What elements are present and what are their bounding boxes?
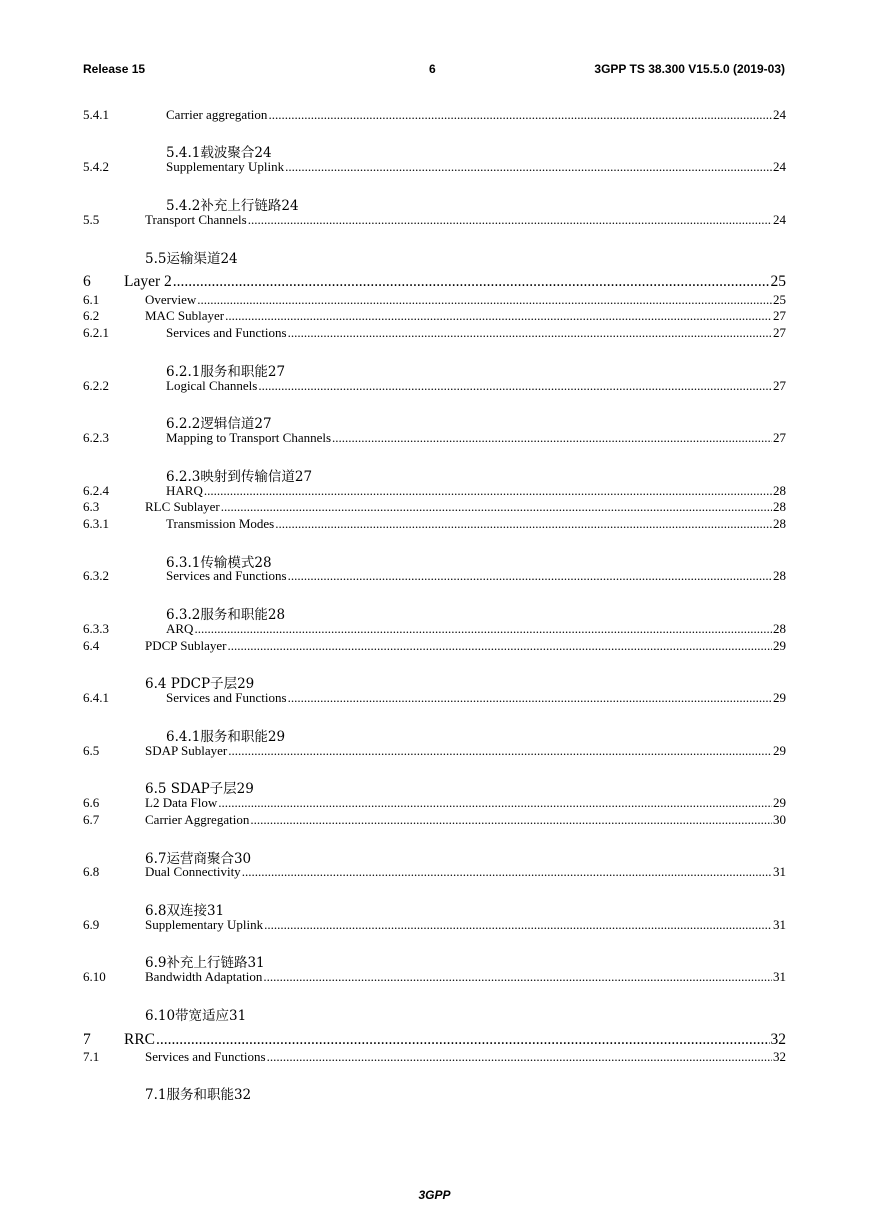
toc-entry-page: 29 [773, 795, 786, 810]
toc-entry-6-4[interactable] [83, 638, 786, 654]
toc-entry-number: 6.2.2 [83, 378, 109, 393]
toc-leader [204, 483, 772, 499]
toc-annotation: 6.5 SDAP子层29 [145, 781, 254, 797]
toc-leader [288, 568, 772, 584]
toc-entry-6-6[interactable] [83, 795, 786, 811]
toc-entry-title: L2 Data Flow [145, 795, 218, 810]
toc-leader [225, 308, 772, 324]
toc-entry-page: 28 [773, 483, 786, 498]
toc-annotation: 6.7运营商聚合30 [145, 851, 252, 867]
toc-entry-6-2-2[interactable] [83, 378, 786, 394]
toc-entry-title: Transmission Modes [166, 516, 275, 531]
toc-entry-6-1[interactable] [83, 292, 786, 308]
toc-entry-page: 31 [773, 864, 786, 879]
toc-entry-5-5[interactable] [83, 212, 786, 228]
toc-leader [248, 212, 772, 228]
toc-entry-6-3-3[interactable] [83, 621, 786, 637]
toc-entry-title: Bandwidth Adaptation [145, 969, 263, 984]
toc-entry-number: 6.3 [83, 499, 100, 514]
toc-annotation: 6.10带宽适应31 [145, 1008, 247, 1024]
toc-entry-page: 32 [773, 1049, 786, 1064]
toc-entry-6-7[interactable] [83, 812, 786, 828]
toc-annotation: 5.4.1载波聚合24 [166, 145, 272, 161]
toc-entry-page: 24 [773, 107, 786, 122]
toc-entry-number: 6.1 [83, 292, 100, 307]
toc-entry-number: 6 [83, 273, 91, 290]
toc-annotation: 6.2.1服务和职能27 [166, 364, 286, 380]
toc-entry-7[interactable] [83, 1031, 786, 1049]
toc-leader [275, 516, 772, 532]
toc-entry-number: 6.2.4 [83, 483, 109, 498]
toc-leader [285, 159, 772, 175]
toc-leader [218, 795, 772, 811]
toc-leader [173, 273, 770, 291]
toc-entry-title: RLC Sublayer [145, 499, 220, 514]
toc-entry-6[interactable] [83, 273, 786, 291]
toc-entry-title: Services and Functions [166, 568, 287, 583]
toc-entry-number: 6.2 [83, 308, 100, 323]
toc-entry-number: 6.7 [83, 812, 100, 827]
toc-entry-number: 6.5 [83, 743, 100, 758]
toc-entry-number: 6.4 [83, 638, 100, 653]
toc-leader [267, 1049, 772, 1065]
toc-leader [264, 917, 772, 933]
toc-entry-6-8[interactable] [83, 864, 786, 880]
toc-leader [156, 1031, 769, 1049]
toc-entry-page: 28 [773, 568, 786, 583]
toc-entry-number: 6.4.1 [83, 690, 109, 705]
toc-entry-title: Logical Channels [166, 378, 258, 393]
toc-entry-6-10[interactable] [83, 969, 786, 985]
toc-annotation: 5.5运输渠道24 [145, 251, 238, 267]
toc-entry-number: 6.3.1 [83, 516, 109, 531]
toc-entry-page: 29 [773, 638, 786, 653]
toc-leader [242, 864, 772, 880]
toc-entry-title: Carrier Aggregation [145, 812, 250, 827]
toc-annotation: 6.3.1传输模式28 [166, 555, 272, 571]
toc-entry-6-4-1[interactable] [83, 690, 786, 706]
toc-entry-page: 28 [773, 516, 786, 531]
toc-annotation: 6.9补充上行链路31 [145, 955, 265, 971]
toc-entry-6-3[interactable] [83, 499, 786, 515]
toc-leader [197, 292, 772, 308]
toc-leader [288, 325, 772, 341]
toc-entry-title: Layer 2 [124, 273, 172, 290]
toc-entry-page: 29 [773, 690, 786, 705]
toc-leader [258, 378, 772, 394]
toc-entry-title: Services and Functions [166, 325, 287, 340]
toc-entry-title: Mapping to Transport Channels [166, 430, 332, 445]
toc-entry-page: 28 [773, 621, 786, 636]
toc-entry-number: 6.2.1 [83, 325, 109, 340]
toc-entry-number: 5.4.1 [83, 107, 109, 122]
toc-entry-page: 31 [773, 917, 786, 932]
toc-entry-number: 6.3.3 [83, 621, 109, 636]
toc-entry-number: 5.5 [83, 212, 100, 227]
header-release: Release 15 [83, 62, 146, 76]
footer-3gpp: 3GPP [418, 1188, 451, 1202]
toc-entry-title: RRC [124, 1031, 156, 1048]
toc-entry-6-5[interactable] [83, 743, 786, 759]
toc-leader [250, 812, 772, 828]
toc-annotation: 6.2.2逻辑信道27 [166, 416, 272, 432]
toc-entry-page: 27 [773, 378, 786, 393]
toc-annotation: 6.2.3映射到传输信道27 [166, 469, 313, 485]
toc-entry-title: Transport Channels [145, 212, 247, 227]
toc-entry-6-2-4[interactable] [83, 483, 786, 499]
toc-entry-title: Services and Functions [166, 690, 287, 705]
toc-entry-number: 6.10 [83, 969, 106, 984]
toc-leader [263, 969, 772, 985]
toc-entry-title: Overview [145, 292, 197, 307]
toc-entry-7-1[interactable] [83, 1049, 786, 1065]
toc-annotation: 7.1服务和职能32 [145, 1087, 252, 1103]
toc-entry-number: 6.9 [83, 917, 100, 932]
toc-entry-number: 6.3.2 [83, 568, 109, 583]
toc-leader [288, 690, 772, 706]
toc-entry-title: MAC Sublayer [145, 308, 225, 323]
toc-entry-page: 24 [773, 159, 786, 174]
toc-leader [268, 107, 772, 123]
toc-entry-page: 32 [770, 1031, 786, 1048]
toc-entry-page: 27 [773, 430, 786, 445]
toc-entry-page: 28 [773, 499, 786, 514]
toc-entry-title: Services and Functions [145, 1049, 266, 1064]
toc-entry-6-2-1[interactable] [83, 325, 786, 341]
toc-entry-title: Carrier aggregation [166, 107, 268, 122]
toc-entry-page: 31 [773, 969, 786, 984]
toc-entry-page: 30 [773, 812, 786, 827]
toc-entry-title: ARQ [166, 621, 194, 636]
toc-entry-number: 6.6 [83, 795, 100, 810]
toc-entry-number: 7 [83, 1031, 91, 1048]
toc-annotation: 6.4 PDCP子层29 [145, 676, 255, 692]
toc-annotation: 6.3.2服务和职能28 [166, 607, 286, 623]
toc-entry-6-2-3[interactable] [83, 430, 786, 446]
toc-entry-6-3-1[interactable] [83, 516, 786, 532]
toc-entry-5-4-2[interactable] [83, 159, 786, 175]
toc-leader [221, 499, 772, 515]
header-page-number: 6 [429, 62, 436, 76]
toc-entry-title: HARQ [166, 483, 203, 498]
toc-entry-page: 27 [773, 308, 786, 323]
toc-entry-page: 27 [773, 325, 786, 340]
toc-entry-title: Supplementary Uplink [166, 159, 285, 174]
toc-entry-number: 6.2.3 [83, 430, 109, 445]
toc-entry-title: Supplementary Uplink [145, 917, 264, 932]
toc-leader [228, 743, 772, 759]
toc-entry-title: SDAP Sublayer [145, 743, 228, 758]
toc-entry-6-2[interactable] [83, 308, 786, 324]
toc-entry-number: 6.8 [83, 864, 100, 879]
toc-annotation: 6.8双连接31 [145, 903, 225, 919]
toc-entry-number: 5.4.2 [83, 159, 109, 174]
toc-entry-page: 25 [773, 292, 786, 307]
toc-entry-page: 24 [773, 212, 786, 227]
toc-entry-page: 25 [770, 273, 786, 290]
toc-annotation: 5.4.2补充上行链路24 [166, 198, 299, 214]
toc-entry-6-3-2[interactable] [83, 568, 786, 584]
toc-leader [332, 430, 772, 446]
toc-entry-5-4-1[interactable] [83, 107, 786, 123]
toc-leader [228, 638, 773, 654]
toc-entry-number: 7.1 [83, 1049, 100, 1064]
header-spec-id: 3GPP TS 38.300 V15.5.0 (2019-03) [594, 62, 785, 76]
toc-entry-title: Dual Connectivity [145, 864, 241, 879]
toc-entry-6-9[interactable] [83, 917, 786, 933]
toc-entry-page: 29 [773, 743, 786, 758]
toc-annotation: 6.4.1服务和职能29 [166, 729, 286, 745]
toc-entry-title: PDCP Sublayer [145, 638, 227, 653]
toc-leader [194, 621, 772, 637]
